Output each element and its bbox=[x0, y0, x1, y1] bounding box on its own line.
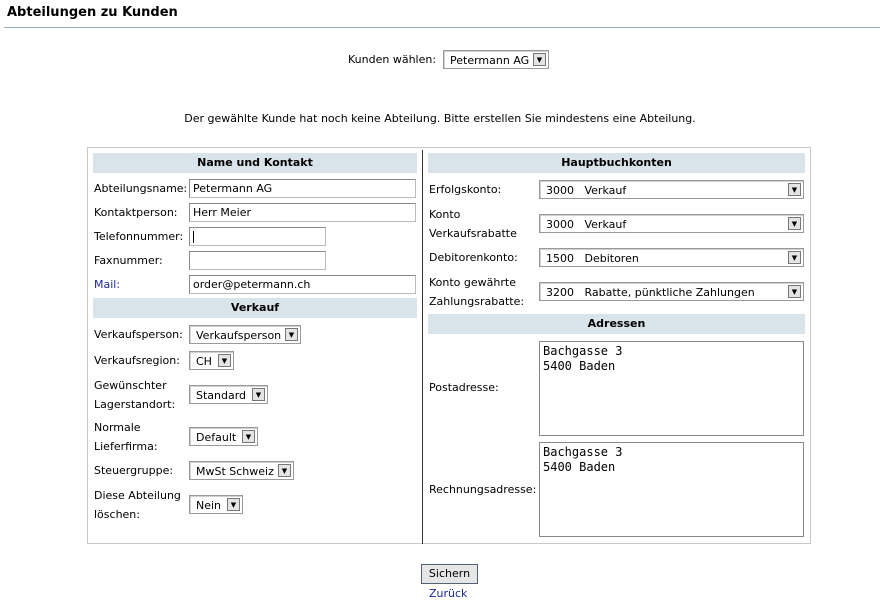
chevron-down-icon: ▼ bbox=[533, 53, 546, 66]
chevron-down-icon: ▼ bbox=[218, 354, 231, 367]
sales-region-select-value: CH bbox=[196, 355, 212, 368]
salesperson-select-value: Verkaufsperson bbox=[196, 329, 282, 342]
chevron-down-icon: ▼ bbox=[278, 464, 291, 477]
fax-input[interactable] bbox=[189, 251, 326, 270]
income-account-select[interactable] bbox=[539, 180, 804, 199]
chevron-down-icon: ▼ bbox=[285, 328, 298, 341]
sales-discount-account-select[interactable] bbox=[539, 214, 804, 233]
debtor-account-select[interactable] bbox=[539, 248, 804, 267]
payment-discount-account-select-value: 3200 Rabatte, pünktliche Zahlungen bbox=[546, 286, 755, 299]
delete-department-select[interactable] bbox=[189, 495, 243, 514]
shipper-label: Normale bbox=[94, 421, 141, 434]
chevron-down-icon: ▼ bbox=[788, 251, 801, 264]
chevron-down-icon: ▼ bbox=[252, 388, 265, 401]
billing-address-label: Rechnungsadresse: bbox=[429, 483, 537, 496]
postal-address-textarea[interactable]: Bachgasse 3 5400 Baden bbox=[539, 341, 804, 436]
contact-person-label: Kontaktperson: bbox=[94, 206, 178, 219]
tax-group-select[interactable] bbox=[189, 461, 294, 480]
section-sales-heading: Verkauf bbox=[93, 298, 417, 318]
warehouse-label: Gewünschter bbox=[94, 379, 167, 392]
page-title: Abteilungen zu Kunden bbox=[7, 5, 178, 20]
postal-address-label: Postadresse: bbox=[429, 381, 499, 394]
section-addresses-heading: Adressen bbox=[428, 314, 805, 334]
tax-group-label: Steuergruppe: bbox=[94, 464, 174, 477]
chevron-down-icon: ▼ bbox=[788, 183, 801, 196]
salesperson-select[interactable] bbox=[189, 325, 301, 344]
debtor-account-label: Debitorenkonto: bbox=[429, 251, 518, 264]
chevron-down-icon: ▼ bbox=[788, 217, 801, 230]
title-divider bbox=[4, 27, 880, 28]
phone-label: Telefonnummer: bbox=[94, 230, 184, 243]
income-account-select-value: 3000 Verkauf bbox=[546, 184, 627, 197]
warehouse-select[interactable] bbox=[189, 385, 268, 404]
sales-discount-account-select-value: 3000 Verkauf bbox=[546, 218, 627, 231]
chevron-down-icon: ▼ bbox=[242, 430, 255, 443]
sales-region-select[interactable] bbox=[189, 351, 234, 370]
warehouse-label-line2: Lagerstandort: bbox=[94, 398, 176, 411]
chevron-down-icon: ▼ bbox=[227, 498, 240, 511]
tax-group-select-value: MwSt Schweiz bbox=[196, 465, 274, 478]
info-message: Der gewählte Kunde hat noch keine Abteilung. Bitte erstellen Sie mindestens eine Abteilung. bbox=[184, 112, 696, 125]
chevron-down-icon: ▼ bbox=[788, 285, 801, 298]
mail-link[interactable]: Mail: bbox=[94, 278, 121, 291]
section-gl-accounts-heading: Hauptbuchkonten bbox=[428, 153, 805, 173]
contact-person-input[interactable]: Herr Meier bbox=[189, 203, 416, 222]
payment-discount-account-select[interactable] bbox=[539, 282, 804, 301]
customer-select-label: Kunden wählen: bbox=[348, 53, 437, 66]
debtor-account-select-value: 1500 Debitoren bbox=[546, 252, 639, 265]
delete-department-select-value: Nein bbox=[196, 499, 222, 512]
payment-discount-account-label-line2: Zahlungsrabatte: bbox=[429, 295, 525, 308]
delete-department-label: Diese Abteilung bbox=[94, 489, 181, 502]
save-button[interactable]: Sichern bbox=[421, 564, 478, 584]
sales-discount-account-label: Konto bbox=[429, 208, 461, 221]
section-name-contact-heading: Name und Kontakt bbox=[93, 153, 417, 173]
text-cursor bbox=[193, 231, 194, 243]
sales-region-label: Verkaufsregion: bbox=[94, 354, 180, 367]
delete-department-label-line2: löschen: bbox=[94, 508, 140, 521]
department-name-input[interactable]: Petermann AG bbox=[189, 179, 416, 198]
customer-select-value: Petermann AG bbox=[450, 54, 530, 67]
shipper-select[interactable] bbox=[189, 427, 258, 446]
shipper-select-value: Default bbox=[196, 431, 237, 444]
warehouse-select-value: Standard bbox=[196, 389, 247, 402]
phone-input[interactable] bbox=[189, 227, 326, 246]
department-name-label: Abteilungsname: bbox=[94, 182, 188, 195]
back-link[interactable]: Zurück bbox=[429, 587, 468, 600]
salesperson-label: Verkaufsperson: bbox=[94, 328, 183, 341]
payment-discount-account-label: Konto gewährte bbox=[429, 276, 516, 289]
billing-address-textarea[interactable]: Bachgasse 3 5400 Baden bbox=[539, 442, 804, 537]
customer-select[interactable] bbox=[443, 50, 549, 69]
column-divider bbox=[422, 150, 423, 544]
fax-label: Faxnummer: bbox=[94, 254, 163, 267]
income-account-label: Erfolgskonto: bbox=[429, 183, 502, 196]
sales-discount-account-label-line2: Verkaufsrabatte bbox=[429, 227, 517, 240]
mail-input[interactable]: order@petermann.ch bbox=[189, 275, 416, 294]
shipper-label-line2: Lieferfirma: bbox=[94, 440, 158, 453]
